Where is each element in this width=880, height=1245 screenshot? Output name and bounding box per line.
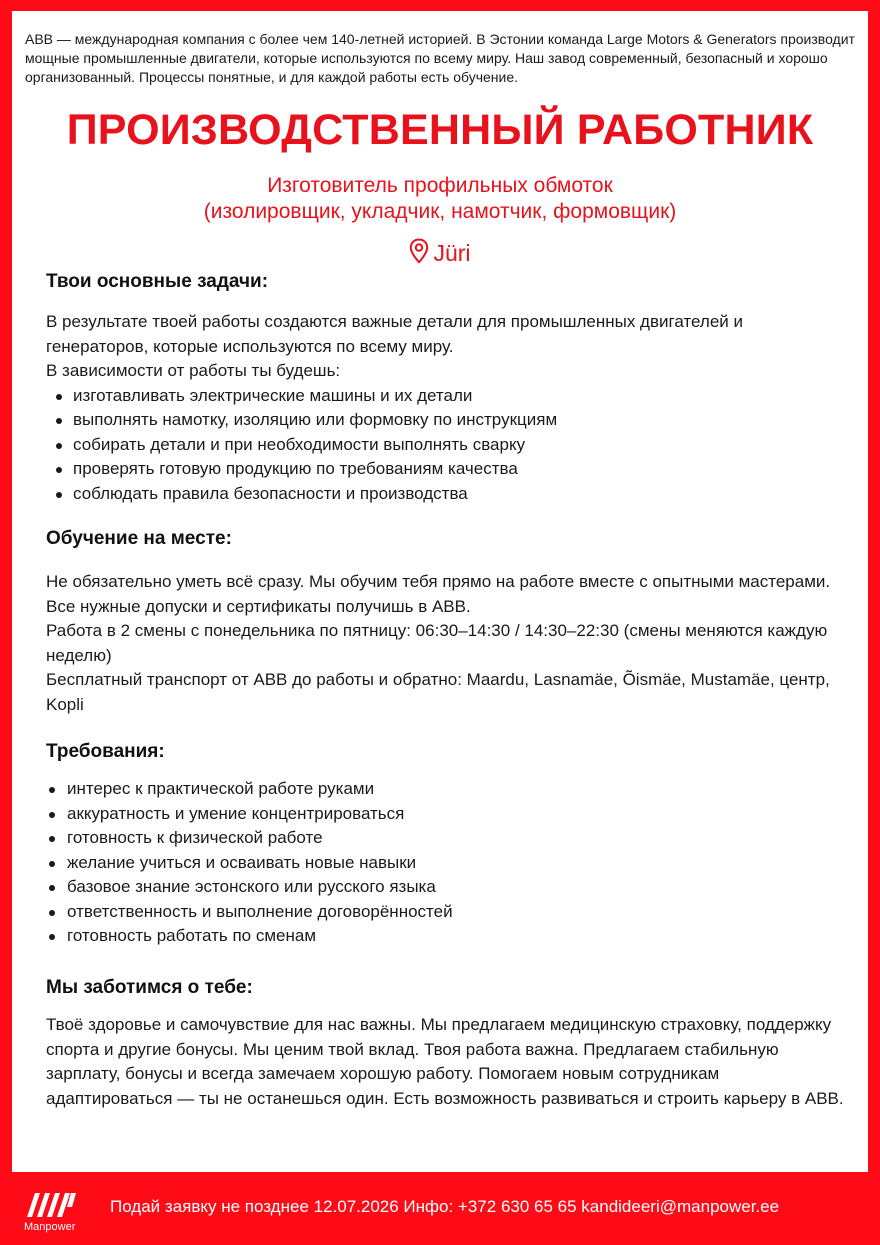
logo-text: Manpower: [24, 1221, 76, 1233]
job-location: [12, 238, 868, 268]
requirements-list: [46, 777, 846, 949]
requirements-section: [46, 777, 846, 949]
job-ad-sheet: [12, 11, 868, 1172]
care-section: [46, 1013, 846, 1111]
training-text-3: Бесплатный транспорт от ABB до работы и обратно: Maardu, Lasnamäe, Õismäe, Mustamäe, центр, Kopli: [46, 670, 830, 714]
list-item: базовое знание эстонского или русского языка: [46, 875, 846, 900]
company-intro: ABB — международная компания с более чем 140-летней историей. В Эстонии команда Large Motors & Generators производит мощные промышленные двигатели, которые используются по всему миру. Наш завод современный, безопасный и хорошо организованный. Процессы понятные, и для каждой работы есть обучение.: [25, 31, 855, 85]
map-pin-icon: [409, 238, 429, 264]
list-item: аккуратность и умение концентрироваться: [46, 802, 846, 827]
training-text-2: Работа в 2 смены с понедельника по пятницу: 06:30–14:30 / 14:30–22:30 (смены меняются каждую неделю): [46, 621, 828, 665]
training-heading: Обучение на месте:: [46, 528, 232, 549]
list-item: желание учиться и осваивать новые навыки: [46, 851, 846, 876]
tasks-section: [46, 310, 846, 506]
tasks-lead: В зависимости от работы ты будешь:: [46, 361, 341, 380]
subtitle-line-1: Изготовитель профильных обмоток: [267, 174, 613, 197]
footer-bar: [0, 1172, 880, 1245]
training-section: [46, 570, 846, 717]
list-item: ответственность и выполнение договорённостей: [46, 900, 846, 925]
location-text: Jüri: [433, 240, 471, 266]
tasks-intro: В результате твоей работы создаются важные детали для промышленных двигателей и генераторов, которые используются по всему миру.: [46, 312, 743, 356]
subtitle-line-2: (изолировщик, укладчик, намотчик, формовщик): [203, 200, 677, 223]
list-item: готовность к физической работе: [46, 826, 846, 851]
job-title: ПРОИЗВОДСТВЕННЫЙ РАБОТНИК: [66, 106, 814, 154]
list-item: соблюдать правила безопасности и производства: [46, 482, 846, 507]
training-text-1: Не обязательно уметь всё сразу. Мы обучим тебя прямо на работе вместе с опытными мастерами. Все нужные допуски и сертификаты получишь в ABB.: [46, 572, 831, 616]
list-item: проверять готовую продукцию по требованиям качества: [46, 457, 846, 482]
tasks-heading: Твои основные задачи:: [46, 271, 269, 292]
requirements-heading: Требования:: [46, 741, 165, 762]
apply-info: Подай заявку не позднее 12.07.2026 Инфо: +372 630 65 65 kandideeri@manpower.ee: [110, 1197, 780, 1216]
tasks-list: [46, 384, 846, 507]
manpower-logo: [23, 1189, 93, 1239]
list-item: изготавливать электрические машины и их детали: [46, 384, 846, 409]
care-text: Твоё здоровье и самочувствие для нас важны. Мы предлагаем медицинскую страховку, поддержку спорта и другие бонусы. Мы ценим твой вклад. Твоя работа важна. Предлагаем стабильную зарплату, бонусы и всегда замечаем хорошую работу. Помогаем новым сотрудникам адаптироваться — ты не останешься один. Есть возможность развиваться и строить карьеру в ABB.: [46, 1015, 844, 1108]
list-item: готовность работать по сменам: [46, 924, 846, 949]
care-heading: Мы заботимся о тебе:: [46, 977, 253, 998]
job-subtitle: [12, 173, 868, 225]
list-item: выполнять намотку, изоляцию или формовку по инструкциям: [46, 408, 846, 433]
list-item: интерес к практической работе руками: [46, 777, 846, 802]
manpower-logo-icon: [23, 1189, 83, 1219]
list-item: собирать детали и при необходимости выполнять сварку: [46, 433, 846, 458]
